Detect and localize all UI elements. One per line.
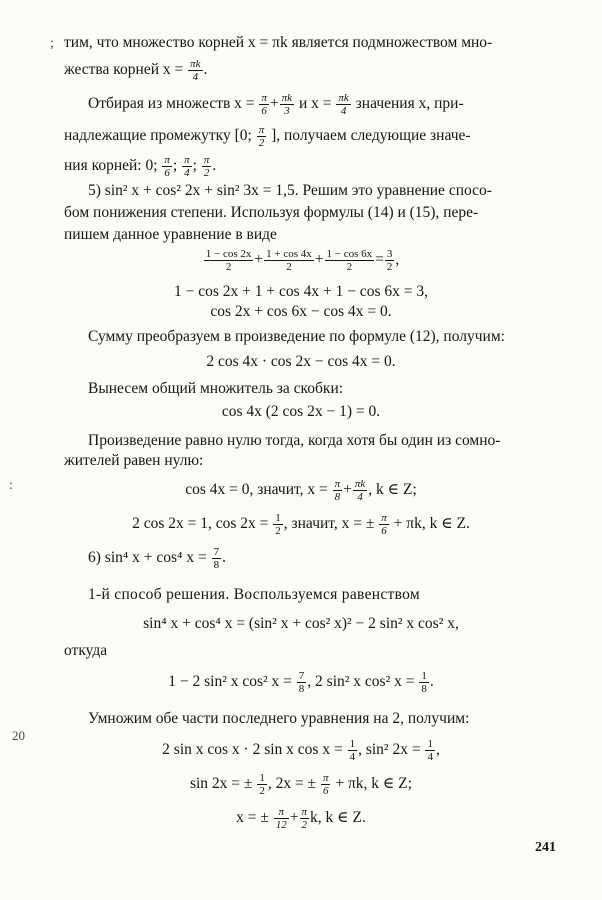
- equation: sin 2x = ± $\frac{1}{2}$ , 2x = ± $\frac{\pi}{6}$ + πk, k ∈ Z;: [189, 772, 413, 797]
- fraction: $\frac{\pi}{2}$: [203, 154, 210, 179]
- margin-mark: ;: [50, 36, 54, 51]
- margin-number: 20: [12, 728, 25, 743]
- text-line: жителей равен нулю:: [64, 452, 204, 469]
- fraction: $\frac{\pi}{6}$: [164, 154, 170, 179]
- equation: 2 sin x cos x · 2 sin x cos x = $\frac{1}{4}$ , sin² 2x = $\frac{1}{4}$ ,: [162, 738, 440, 763]
- fraction: $\frac{\pi}{6}$: [322, 772, 329, 797]
- equation: $\frac{1 - \cos 2x}{2}$ + $\frac{1 + \cos 4x}{2}$ + $\frac{1 - \cos 6x}{2}$ = $\frac{3}{2}$ ,: [205, 248, 400, 273]
- text-line: бом понижения степени. Используя формулы (14) и (15), пере-: [64, 204, 479, 221]
- page-number: 241: [535, 840, 556, 855]
- equation: cos 4x = 0, значит, x = $\frac{\pi}{8}$ + $\frac{\pi k}{4}$ , k ∈ Z;: [185, 478, 417, 503]
- fraction: $\frac{\pi}{12}$: [275, 806, 287, 831]
- fraction: $\frac{\pi}{2}$: [301, 806, 308, 831]
- text-line: откуда: [64, 642, 108, 659]
- text-line: 5) sin² x + cos² 2x + sin² 3x = 1,5. Решим это уравнение спосо-: [88, 182, 492, 199]
- text-line: тим, что множество корней x = πk является подмножеством мно-: [64, 34, 493, 51]
- fraction: $\frac{1}{2}$: [275, 512, 281, 537]
- equation: 2 cos 2x = 1, cos 2x = $\frac{1}{2}$ , значит, x = ± $\frac{\pi}{6}$ + πk, k ∈ Z.: [132, 512, 470, 537]
- fraction: $\frac{\pi}{4}$: [184, 154, 190, 179]
- equation: 1 − 2 sin² x cos² x = $\frac{7}{8}$ , 2 sin² x cos² x = $\frac{1}{8}$ .: [168, 670, 434, 695]
- text-line: жества корней x = $\frac{\pi k}{4}$ .: [64, 58, 208, 83]
- fraction: $\frac{\pi k}{4}$: [354, 478, 366, 503]
- fraction: $\frac{1}{8}$: [421, 670, 427, 695]
- text-line: Сумму преобразуем в произведение по формуле (12), получим:: [88, 328, 505, 345]
- fraction: $\frac{1}{4}$: [349, 738, 356, 763]
- text-line: Вынесем общий множитель за скобки:: [88, 380, 344, 397]
- text-line: 1-й способ решения. Воспользуемся равенством: [88, 586, 420, 603]
- equation: cos 2x + cos 6x − cos 4x = 0.: [210, 303, 392, 320]
- text-line: Произведение равно нулю тогда, когда хотя бы один из сомно-: [88, 432, 501, 449]
- fraction: $\frac{\pi}{6}$: [261, 92, 267, 117]
- fraction: $\frac{1}{2}$: [259, 772, 265, 797]
- text-line: ния корней: 0; $\frac{\pi}{6}$ ; $\frac{\pi}{4}$ ; $\frac{\pi}{2}$ .: [64, 154, 217, 179]
- fraction: $\frac{1 - \cos 6x}{2}$: [326, 248, 373, 273]
- fraction: $\frac{3}{2}$: [386, 248, 393, 273]
- equation: 2 cos 4x · cos 2x − cos 4x = 0.: [206, 353, 396, 370]
- fraction: $\frac{1 - \cos 2x}{2}$: [205, 248, 252, 273]
- fraction: $\frac{1}{4}$: [427, 738, 433, 763]
- equation: 1 − cos 2x + 1 + cos 4x + 1 − cos 6x = 3,: [174, 283, 428, 300]
- fraction: $\frac{\pi}{6}$: [381, 512, 387, 537]
- equation: sin⁴ x + cos⁴ x = (sin² x + cos² x)² − 2 sin² x cos² x,: [143, 615, 459, 632]
- margin-mark: :: [9, 478, 13, 493]
- fraction: $\frac{\pi k}{4}$: [190, 58, 201, 83]
- fraction: $\frac{7}{8}$: [213, 546, 220, 571]
- text-line: 6) sin⁴ x + cos⁴ x = $\frac{7}{8}$ .: [88, 546, 226, 571]
- fraction: $\frac{\pi}{2}$: [258, 124, 265, 149]
- fraction: $\frac{\pi k}{4}$: [338, 92, 349, 117]
- fraction: $\frac{7}{8}$: [298, 670, 305, 695]
- fraction: $\frac{\pi k}{3}$: [281, 92, 293, 117]
- fraction: $\frac{\pi}{8}$: [334, 478, 341, 503]
- equation: cos 4x (2 cos 2x − 1) = 0.: [221, 403, 381, 420]
- text-line: надлежащие промежутку [0; $\frac{\pi}{2}$ ], получаем следующие значе-: [64, 124, 471, 149]
- fraction: $\frac{1 + \cos 4x}{2}$: [266, 248, 312, 273]
- equation: x = ± $\frac{\pi}{12}$ + $\frac{\pi}{2}$ k, k ∈ Z.: [236, 806, 366, 831]
- text-line: Отбирая из множеств x = $\frac{\pi}{6}$ + $\frac{\pi k}{3}$ и x = $\frac{\pi k}{4}$ значения x, при-: [88, 92, 464, 117]
- text-line: Умножим обе части последнего уравнения на 2, получим:: [88, 710, 470, 727]
- text-line: пишем данное уравнение в виде: [64, 226, 277, 243]
